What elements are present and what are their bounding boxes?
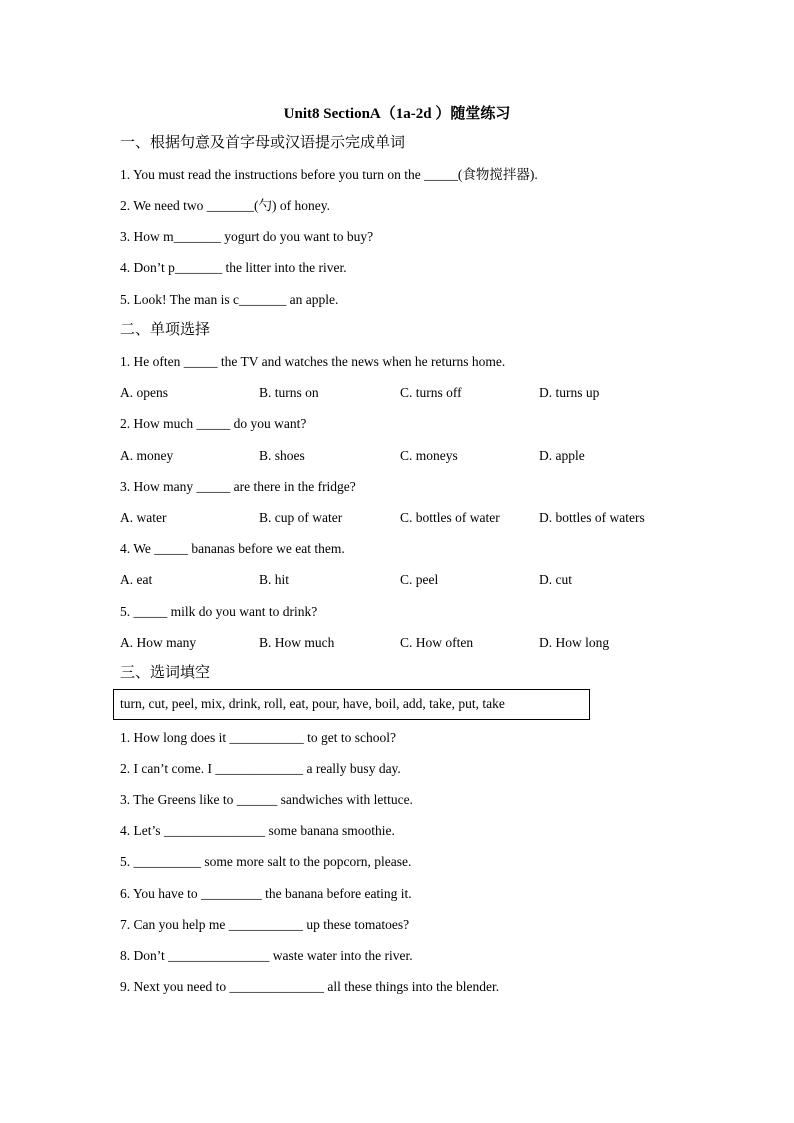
part3-item: 5. __________ some more salt to the popcorn, please. [120, 854, 412, 869]
question-stem: 4. We _____ bananas before we eat them. [120, 541, 345, 556]
word-bank-text: turn, cut, peel, mix, drink, roll, eat, pour, have, boil, add, take, put, take [120, 696, 505, 711]
option-d: D. cut [539, 572, 572, 587]
option-a: A. opens [120, 385, 168, 400]
option-d: D. turns up [539, 385, 600, 400]
word-bank-box [113, 689, 590, 720]
question-stem: 3. How many _____ are there in the fridge? [120, 479, 356, 494]
option-c: C. peel [400, 572, 439, 587]
part3-item: 3. The Greens like to ______ sandwiches with lettuce. [120, 792, 413, 807]
option-c: C. moneys [400, 448, 458, 463]
part1-item: 5. Look! The man is c_______ an apple. [120, 292, 339, 307]
part3-item: 7. Can you help me ___________ up these tomatoes? [120, 917, 410, 932]
option-c: C. bottles of water [400, 510, 500, 525]
option-b: B. turns on [259, 385, 319, 400]
option-d: D. apple [539, 448, 585, 463]
part1-item: 1. You must read the instructions before you turn on the _____(食物搅拌器). [120, 167, 538, 182]
part1-item: 4. Don’t p_______ the litter into the river. [120, 260, 347, 275]
option-d: D. How long [539, 635, 610, 650]
part3-item: 6. You have to _________ the banana before eating it. [120, 886, 412, 901]
part3-item: 1. How long does it ___________ to get to school? [120, 730, 396, 745]
option-a: A. money [120, 448, 174, 463]
option-b: B. How much [259, 635, 335, 650]
part3-item: 2. I can’t come. I _____________ a really busy day. [120, 761, 401, 776]
part3-item: 9. Next you need to ______________ all these things into the blender. [120, 979, 500, 994]
option-a: A. water [120, 510, 167, 525]
option-b: B. hit [259, 572, 290, 587]
part3-item: 8. Don’t _______________ waste water into the river. [120, 948, 413, 963]
question-stem: 5. _____ milk do you want to drink? [120, 604, 318, 619]
part1-heading: 一、根据句意及首字母或汉语提示完成单词 [120, 135, 406, 151]
option-b: B. cup of water [259, 510, 343, 525]
option-a: A. How many [120, 635, 197, 650]
part3-item: 4. Let’s _______________ some banana smoothie. [120, 823, 395, 838]
option-c: C. turns off [400, 385, 462, 400]
part1-item: 2. We need two _______(勺) of honey. [120, 198, 330, 213]
option-a: A. eat [120, 572, 153, 587]
option-c: C. How often [400, 635, 474, 650]
part3-heading: 三、选词填空 [120, 665, 211, 681]
worksheet-title: Unit8 SectionA（1a-2d ）随堂练习 [283, 106, 511, 122]
option-b: B. shoes [259, 448, 305, 463]
option-d: D. bottles of waters [539, 510, 645, 525]
question-stem: 2. How much _____ do you want? [120, 416, 307, 431]
part1-item: 3. How m_______ yogurt do you want to buy? [120, 229, 374, 244]
question-stem: 1. He often _____ the TV and watches the news when he returns home. [120, 354, 506, 369]
part2-heading: 二、单项选择 [120, 322, 211, 338]
